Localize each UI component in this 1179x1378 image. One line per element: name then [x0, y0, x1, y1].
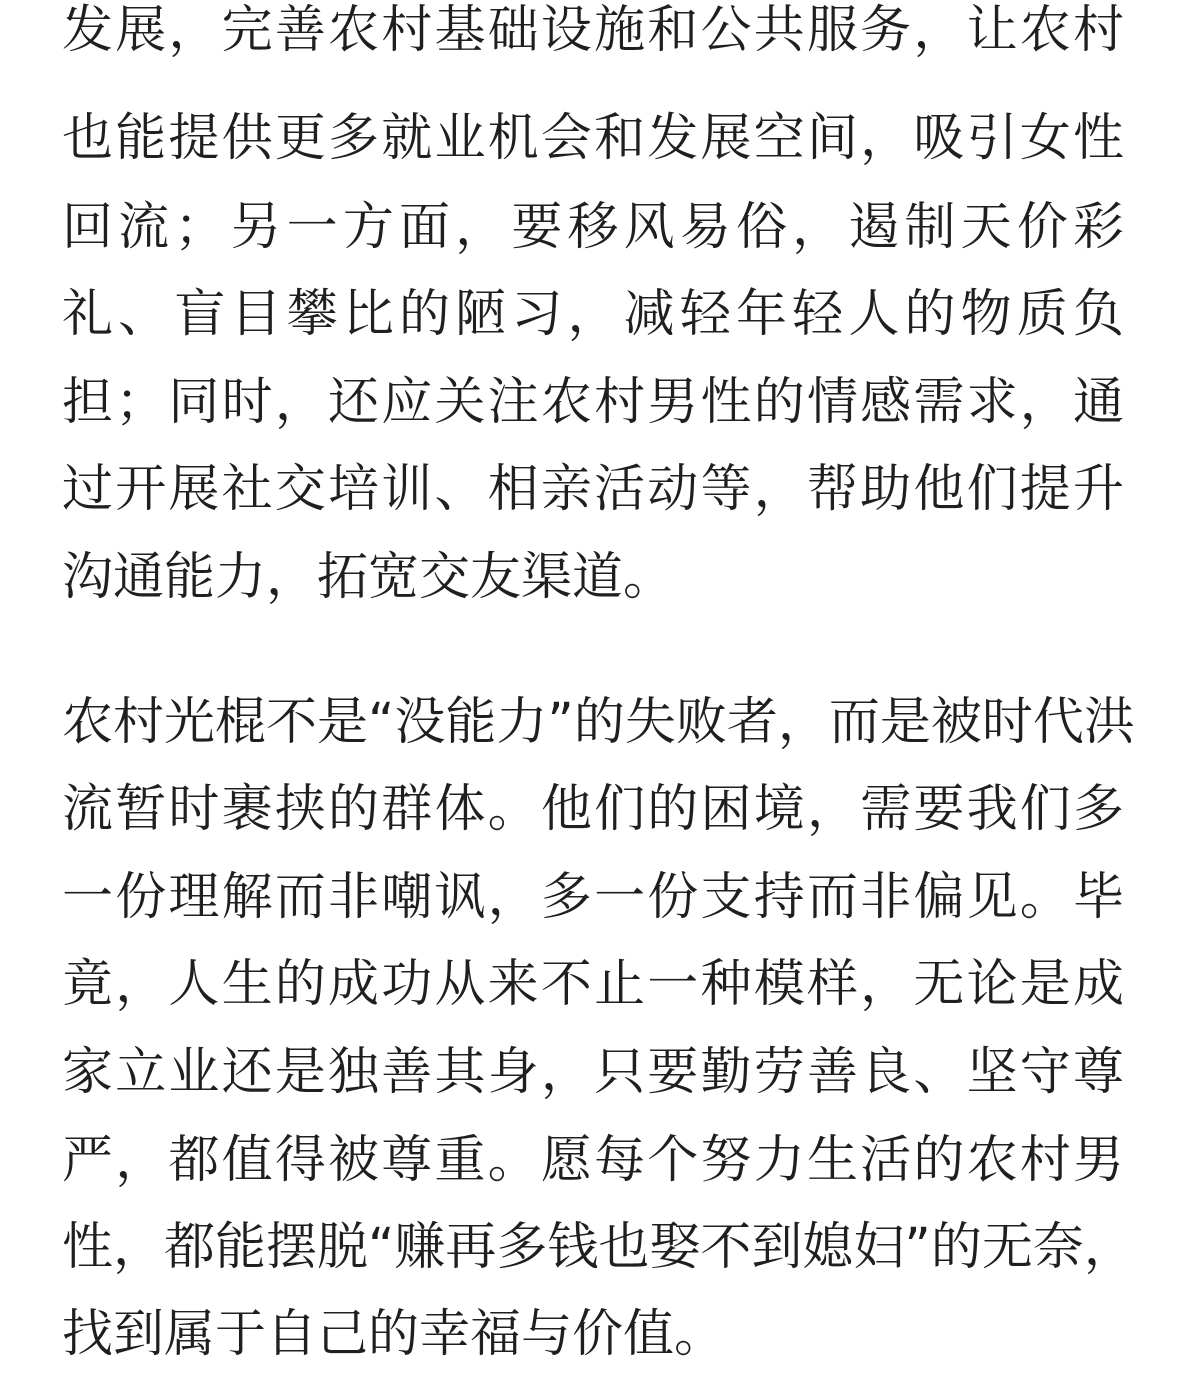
text-line: 也能提供更多就业机会和发展空间，吸引女性 [62, 109, 1124, 168]
text-line: 找到属于自己的幸福与价值。 [62, 1305, 726, 1364]
text-line: 过开展社交培训、相亲活动等，帮助他们提升 [62, 460, 1124, 519]
text-line: 沟通能力，拓宽交友渠道。 [62, 548, 675, 607]
text-line: 流暂时裹挟的群体。他们的困境，需要我们多 [62, 780, 1124, 839]
text-line: 竟，人生的成功从来不止一种模样，无论是成 [62, 955, 1124, 1014]
text-line: 严，都值得被尊重。愿每个努力生活的农村男 [62, 1131, 1124, 1190]
text-line: 家立业还是独善其身，只要勤劳善良、坚守尊 [62, 1043, 1124, 1102]
text-line: 发展，完善农村基础设施和公共服务，让农村 [62, 1, 1124, 60]
text-line: 回流；另一方面，要移风易俗，遏制天价彩 [62, 198, 1124, 257]
text-line: 性，都能摆脱“赚再多钱也娶不到媳妇”的无奈， [62, 1218, 1135, 1277]
text-line: 担；同时，还应关注农村男性的情感需求，通 [62, 373, 1124, 432]
text-line: 农村光棍不是“没能力”的失败者，而是被时代洪 [62, 693, 1135, 752]
text-line: 一份理解而非嘲讽，多一份支持而非偏见。毕 [62, 868, 1124, 927]
text-line: 礼、盲目攀比的陋习，减轻年轻人的物质负 [62, 285, 1124, 344]
